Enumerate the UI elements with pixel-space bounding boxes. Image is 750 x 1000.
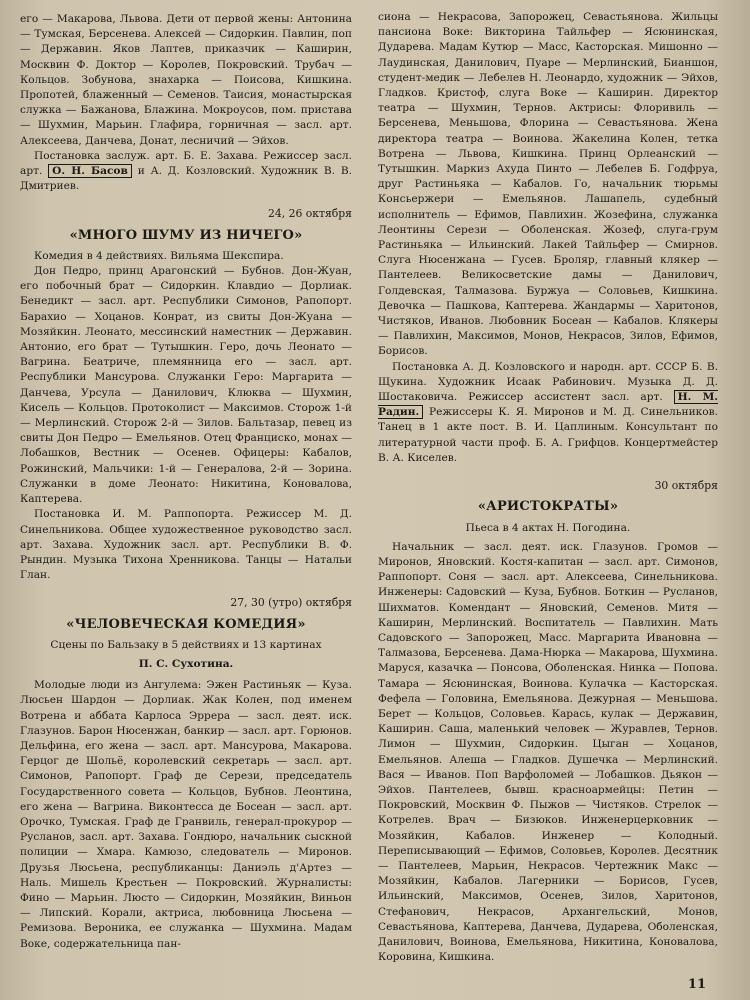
boxed-name: О. Н. Басов <box>48 164 132 178</box>
staging-credits <box>378 360 718 466</box>
staging-text: Постановка А. Д. Козловского и народн. арт. СССР Б. В. Щукина. Художник Исаак Рабинович. Музыка Д. Д. Шостаковича. Режиссер ассистент засл. арт. <box>378 360 718 404</box>
play-genre: Комедия в 4 действиях. Вильяма Шекспира. <box>34 249 284 262</box>
play-subtitle: Сцены по Бальзаку в 5 действиях и 13 картинах <box>50 638 322 651</box>
staging-credits: Постановка И. М. Раппопорта. Режиссер М. Д. Синельникова. Общее художественное руководство засл. арт. Захава. Художник засл. арт. Республики В. Ф. Рындин. Музыка Тихона Хренникова. Танцы — Натальи Глан. <box>20 508 352 582</box>
staging-text-cont: и А. Д. Козловский. Художник В. В. Дмитриев. <box>20 165 352 193</box>
play-title: «АРИСТОКРАТЫ» <box>477 499 619 515</box>
performance-date: 30 октября <box>654 479 718 493</box>
cast-list: Начальник — засл. деят. иск. Глазунов. Громов — Миронов, Яновский. Костя-капитан — засл. арт. Симонов, Раппопорт. Соня — засл. арт. Алексеева, Синельникова. Инженеры: Садовский — Куза, Бубнов. Боткин — Русланов, Шихматов. Комендант — Яновский, Семенов. Митя — Каширин, Мерлинский. Воспитатель — Павлихин. Мать Садовского — Запорожец, Масс. Маргарита Ивановна — Талмазова, Берсенева. Дама-Нюрка — Макарова, Шухмина. Маруся, казачка — Понсова, Оболенская. Нинка — Попова. Тамара — Ясюнинская, Воинова. Кулачка — Касторская. Фефела — Головина, Емельянова. Дежурная — Меньшова. Берет — Кольцов, Соловьев. Карась, кулак — Державин, Каширин. Саша, маленький человек — Журавлев, Тернов. Лимон — Шухмин, Сидоркин. Цыган — Хоцанов, Емельянов. Алеша — Гладков. Душечка — Мерлинский. Вася — Иванов. Поп Варфоломей — Лобашков. Дьякон — Эйхов. Пантелеев, бывш. красноармейцы: Петин — Покровский, Москвин Ф. Пыжов — Чистяков. Стрелок — Котрелев. Врач — Бизюков. Инженерцерковник — Мозяйкин, Кабалов. Инженер — Колодный. Переписывающий — Ефимов, Соловьев, Королев. Десятник — Пантелеев, Марьин, Некрасов. Чертежник Макс — Мозяйкин, Кабалов. Лагерники — Борисов, Гусев, Ильинский, Максимов, Осенев, Зилов, Харитонов, Стефанович, Некрасов, Архангельский, Монов, Севастьянова, Каптерева, Данчева, Дударева, Оболенская, Данилович, Воинова, Емельянова, Никитина, Коновалова, Коровина, Кишкина. <box>378 540 718 964</box>
play-title: «МНОГО ШУМУ ИЗ НИЧЕГО» <box>69 227 303 243</box>
staging-text: Постановка заслуж. арт. Б. Е. Захава. Режиссер засл. арт. <box>20 149 352 178</box>
page-number: 11 <box>687 977 706 992</box>
cast-continuation: сиона — Некрасова, Запорожец, Севастьянова. Жильцы пансиона Воке: Викторина Тайльфер — Ясюнинская, Дударева. Мадам Кутюр — Масс, Касторская. Мишонно — Лаудинская, Данилович, Пуаре — Мерлинский, Бианшон, студент-медик — Лебелев Н. Леонардо, художник — Эйхов, Гладков. Кристоф, слуга Воке — Каширин. Директор театра — Шухмин, Тернов. Актрисы: Флоривиль — Берсенева, Меньшова, Флорина — Севастьянова. Жена директора театра — Воинова. Жакелина Колен, тетка Вотрена — Львова, Кишкина. Принц Орлеанский — Тутышкин. Маркиз Ахуда Пинто — Лебелев Б. Годфруа, друг Растиньяка — Кабалов. Го, начальник тюрьмы Консьержери — Емельянов. Лашапель, судебный исполнитель — Ефимов, Павлихин. Жозефина, служанка Леонтины Серези — Оболенская. Жозеф, слуга-грум Растиньяка — Ильинский. Лакей Тайльфер — Смирнов. Слуга Нюсенжана — Гусев. Броляр, главный клякер — Пантелеев. Великосветские дамы — Данилович, Голдевская, Талмазова. Буржуа — Соловьев, Кишкина. Девочка — Пашкова, Каптерева. Жандармы — Харитонов, Чистяков, Иванов. Любовник Босеан — Кабалов. Клякеры — Павлихин, Максимов, Монов, Некрасов, Зилов, Ефимов, Борисов. <box>378 11 718 358</box>
staging-text-cont: Режиссеры К. Я. Миронов и М. Д. Синельников. Танец в 1 акте пост. В. И. Цаплиным. Консультант по литературной части проф. Б. А. Грифцов. Концертмейстер В. А. Киселев. <box>378 406 718 464</box>
right-column <box>378 10 718 965</box>
staging-credits <box>20 149 352 195</box>
performance-date: 24, 26 октября <box>267 207 352 221</box>
cast-list: Молодые люди из Ангулема: Эжен Растиньяк — Кузa. Люсьен Шардон — Дорлиак. Жак Колен, под именем Вотрена и аббата Карлоса Эррера — засл. деят. иск. Глазунов. Барон Нюсенжан, банкир — засл. арт. Горюнов. Дельфина, его жена — засл. арт. Мансурова, Макарова. Герцог де Шольё, королевский секретарь — засл. арт. Симонов, Рапопорт. Граф де Серези, председатель Государственного совета — Кольцов, Бубнов. Леонтина, его жена — Вагрина. Виконтесса де Босеан — засл. арт. Орочко, Тумская. Граф де Гранвиль, генерал-прокурор — Русланов, засл. арт. Захава. Гондюро, начальник сыскной полиции — Хмара. Камюзо, следователь — Миронов. Друзья Люсьена, республиканцы: Даниэль д'Артез — Наль. Мишель Крестьен — Покровский. Журналисты: Фино — Марьин. Люсто — Сидоркин, Мозяйкин, Виньон — Липский. Корали, актриса, любовница Люсьена — Ремизова. Вероника, ее служанка — Шухмина. Мадам Воке, содержательница пан- <box>20 679 352 950</box>
left-column <box>20 12 352 952</box>
boxed-name: Н. М. Радин. <box>378 391 718 419</box>
performance-date: 27, 30 (утро) октября <box>230 596 352 610</box>
cast-continuation: его — Макарова, Львова. Дети от первой жены: Антонина — Тумская, Берсенева. Алексей — Сидоркин. Павлин, поп — Державин. Яков Лаптев, приказчик — Каширин, Москвин Ф. Доктор — Королев, Покровский. Трубач — Кольцов. Зобунова, знахарка — Поисова, Кишкина. Пропотей, блаженный — Семенов. Таисия, монастырская служка — Бажанова, Блажина. Мокроусов, пом. пристава — Шухмин, Марьин. Глафира, горничная — засл. арт. Алексеева, Данчева, Донат, лесничий — Эйхов. <box>20 13 352 147</box>
cast-list: Дон Педро, принц Арагонский — Бубнов. Дон-Жуан, его побочный брат — Сидоркин. Клавдио — Дорлиак. Бенедикт — засл. арт. Республики Симонов, Рапопорт. Барахио — Хоцанов. Конрат, из свиты Дон-Жуана — Мозяйкин. Леонато, мессинский наместник — Державин. Антонио, его брат — Тутышкин. Геро, дочь Леонато — Вагрина. Беатриче, племянница его — засл. арт. Республики Мансурова. Служанки Геро: Маргарита — Данчева, Урсула — Данилович, Клюква — Шухмин, Кисель — Кольцов. Протоколист — Максимов. Сторож 1-й — Мерлинский. Сторож 2-й — Зилов. Бальтазар, певец из свиты Дон Педро — Емельянов. Отец Франциско, монах — Лобашков, Вестник — Осенев. Офицеры: Кабалов, Рожинский, Мальчики: 1-й — Генералова, 2-й — Зорина. Служанки в доме Леонато: Никитина, Коновалова, Каптерева. <box>20 265 352 506</box>
play-title: «ЧЕЛОВЕЧЕСКАЯ КОМЕДИЯ» <box>66 616 306 632</box>
play-subtitle: Пьеса в 4 актах Н. Погодина. <box>465 521 631 534</box>
play-author: П. С. Сухотина. <box>138 657 234 670</box>
